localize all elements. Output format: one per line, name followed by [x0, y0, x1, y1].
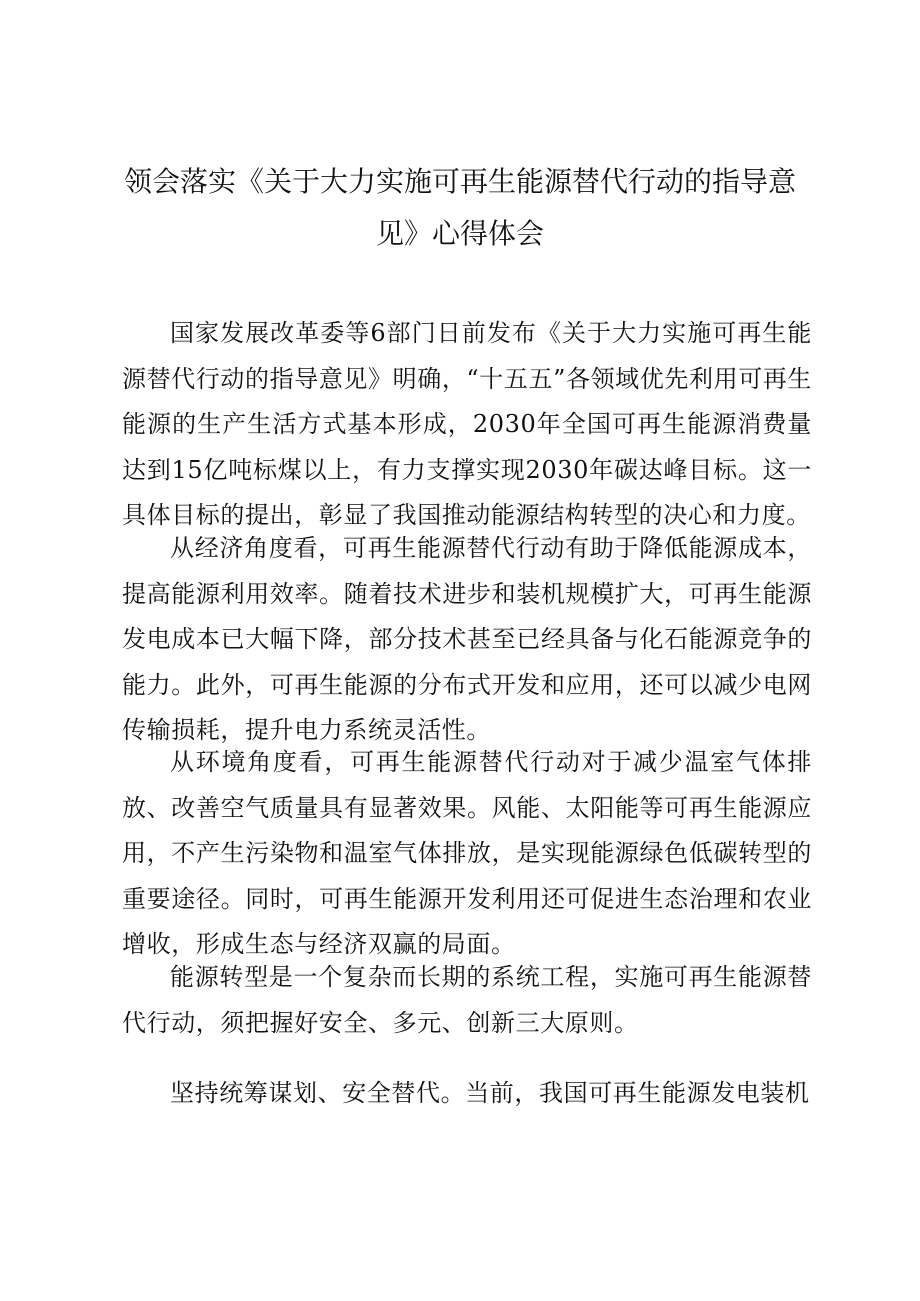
- paragraph-3: 从环境角度看，可再生能源替代行动对于减少温室气体排放、改善空气质量具有显著效果。风能、太阳能等可再生能源应用，不产生污染物和温室气体排放，是实现能源绿色低碳转型的重要途径。同时，可再生能源开发利用还可促进生态治理和农业增收，形成生态与经济双赢的局面。: [122, 748, 812, 958]
- title-line-1: 领会落实《关于大力实施可再生能源替代行动的指导意: [123, 165, 796, 198]
- paragraph-1: 国家发展改革委等6部门日前发布《关于大力实施可再生能源替代行动的指导意见》明确，“十五五”各领域优先利用可再生能源的生产生活方式基本形成，2030年全国可再生能源消费量达到15亿吨标煤以上，有力支撑实现2030年碳达峰目标。这一具体目标的提出，彰显了我国推动能源结构转型的决心和力度。: [122, 319, 812, 529]
- document-title: [100, 156, 820, 260]
- paragraph-4: 能源转型是一个复杂而长期的系统工程，实施可再生能源替代行动，须把握好安全、多元、创新三大原则。: [122, 963, 812, 1037]
- paragraph-2: 从经济角度看，可再生能源替代行动有助于降低能源成本，提高能源利用效率。随着技术进步和装机规模扩大，可再生能源发电成本已大幅下降，部分技术甚至已经具备与化石能源竞争的能力。此外，可再生能源的分布式开发和应用，还可以减少电网传输损耗，提升电力系统灵活性。: [122, 534, 812, 744]
- title-line-2: 见》心得体会: [375, 217, 544, 250]
- paragraph-5: 坚持统筹谋划、安全替代。当前，我国可再生能源发电装机: [170, 1079, 810, 1107]
